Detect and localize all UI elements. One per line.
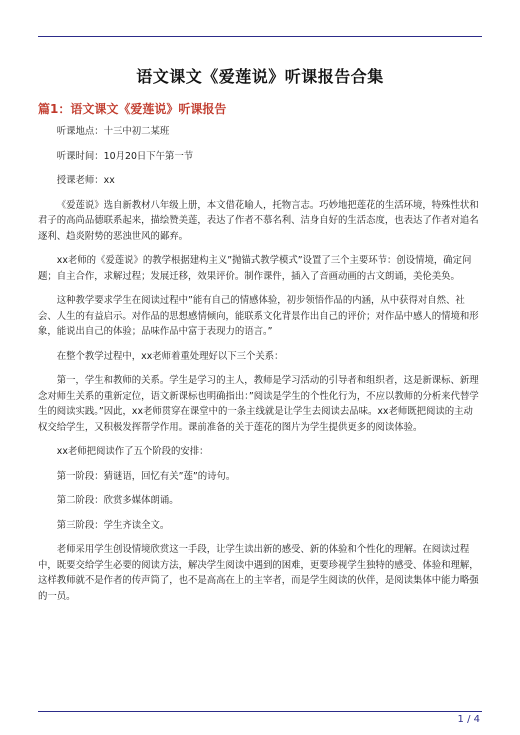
document-title: 语文课文《爱莲说》听课报告合集	[136, 67, 384, 86]
paragraph: 授课老师：xx	[56, 175, 115, 186]
page-indicator: 1 / 4	[457, 714, 480, 725]
document-body	[38, 124, 482, 613]
section-heading: 篇1：语文课文《爱莲说》听课报告	[38, 102, 227, 116]
top-rule	[38, 36, 482, 37]
paragraph: 第一阶段：猜谜语，回忆有关”莲”的诗句。	[56, 470, 236, 482]
paragraph: 第一，学生和教师的关系。学生是学习的主人，教师是学习活动的引导者和组织者，这是新课标、新理念对师生关系的重新定位，语文新课标也明确指出：”阅读是学生的个性化行为，不应以教师的分析来代替学生的阅读实践。”因此，xx老师贯穿在课堂中的一条主线就是让学生去阅读去品味。xx老师既把阅读的主动权交给学生，又积极发挥帮学作用。课前准备的关于莲花的图片为学生提供更多的阅读体验。	[38, 375, 479, 433]
paragraph: 老师采用学生创设情境欣赏这一手段，让学生读出新的感受、新的体验和个性化的理解。在阅读过程中，既要交给学生必要的阅读方法，解决学生阅读中遇到的困难，更要珍视学生独特的感受、体验和理解，这样教师就不是作者的传声筒了，也不是高高在上的主宰者，而是学生阅读的伙伴，是阅读集体中能力略强的一员。	[38, 544, 479, 602]
paragraph: 第三阶段：学生齐读全文。	[56, 519, 170, 531]
paragraph: 在整个教学过程中，xx老师着重处理好以下三个关系：	[56, 350, 284, 362]
paragraph: 第二阶段：欣赏多媒体朗诵。	[56, 495, 179, 506]
paragraph: 听课地点：十三中初二某班	[56, 126, 170, 137]
paragraph: 《爱莲说》选自新教材八年级上册，本文借花喻人，托物言志。巧妙地把莲花的生活环境，特殊性状和君子的高尚品德联系起来，描绘赞美莲，表达了作者不慕名利、洁身自好的生活态度，也表达了作者对追名逐利、趋炎附势的恶浊世风的鄙弃。	[38, 199, 479, 242]
paragraph: 听课时间：10月20日下午第一节	[56, 150, 194, 162]
paragraph: xx老师把阅读作了五个阶段的安排：	[56, 446, 209, 457]
bottom-rule	[38, 711, 482, 712]
paragraph: 这种教学要求学生在阅读过程中”能有自己的情感体验，初步领悟作品的内涵，从中获得对自然、社会、人生的有益启示。对作品的思想感情倾向，能联系文化背景作出自己的评价；对作品中感人的情境和形象，能说出自己的体验；品味作品中富于表现力的语言。”	[38, 295, 479, 337]
paragraph: xx老师的《爱莲说》的教学根据建构主义”抛锚式教学模式”设置了三个主要环节：创设情境，确定问题；自主合作，求解过程；发展迁移，效果评价。制作课件，插入了音画动画的古文朗诵，美伦美奂。	[38, 255, 472, 282]
